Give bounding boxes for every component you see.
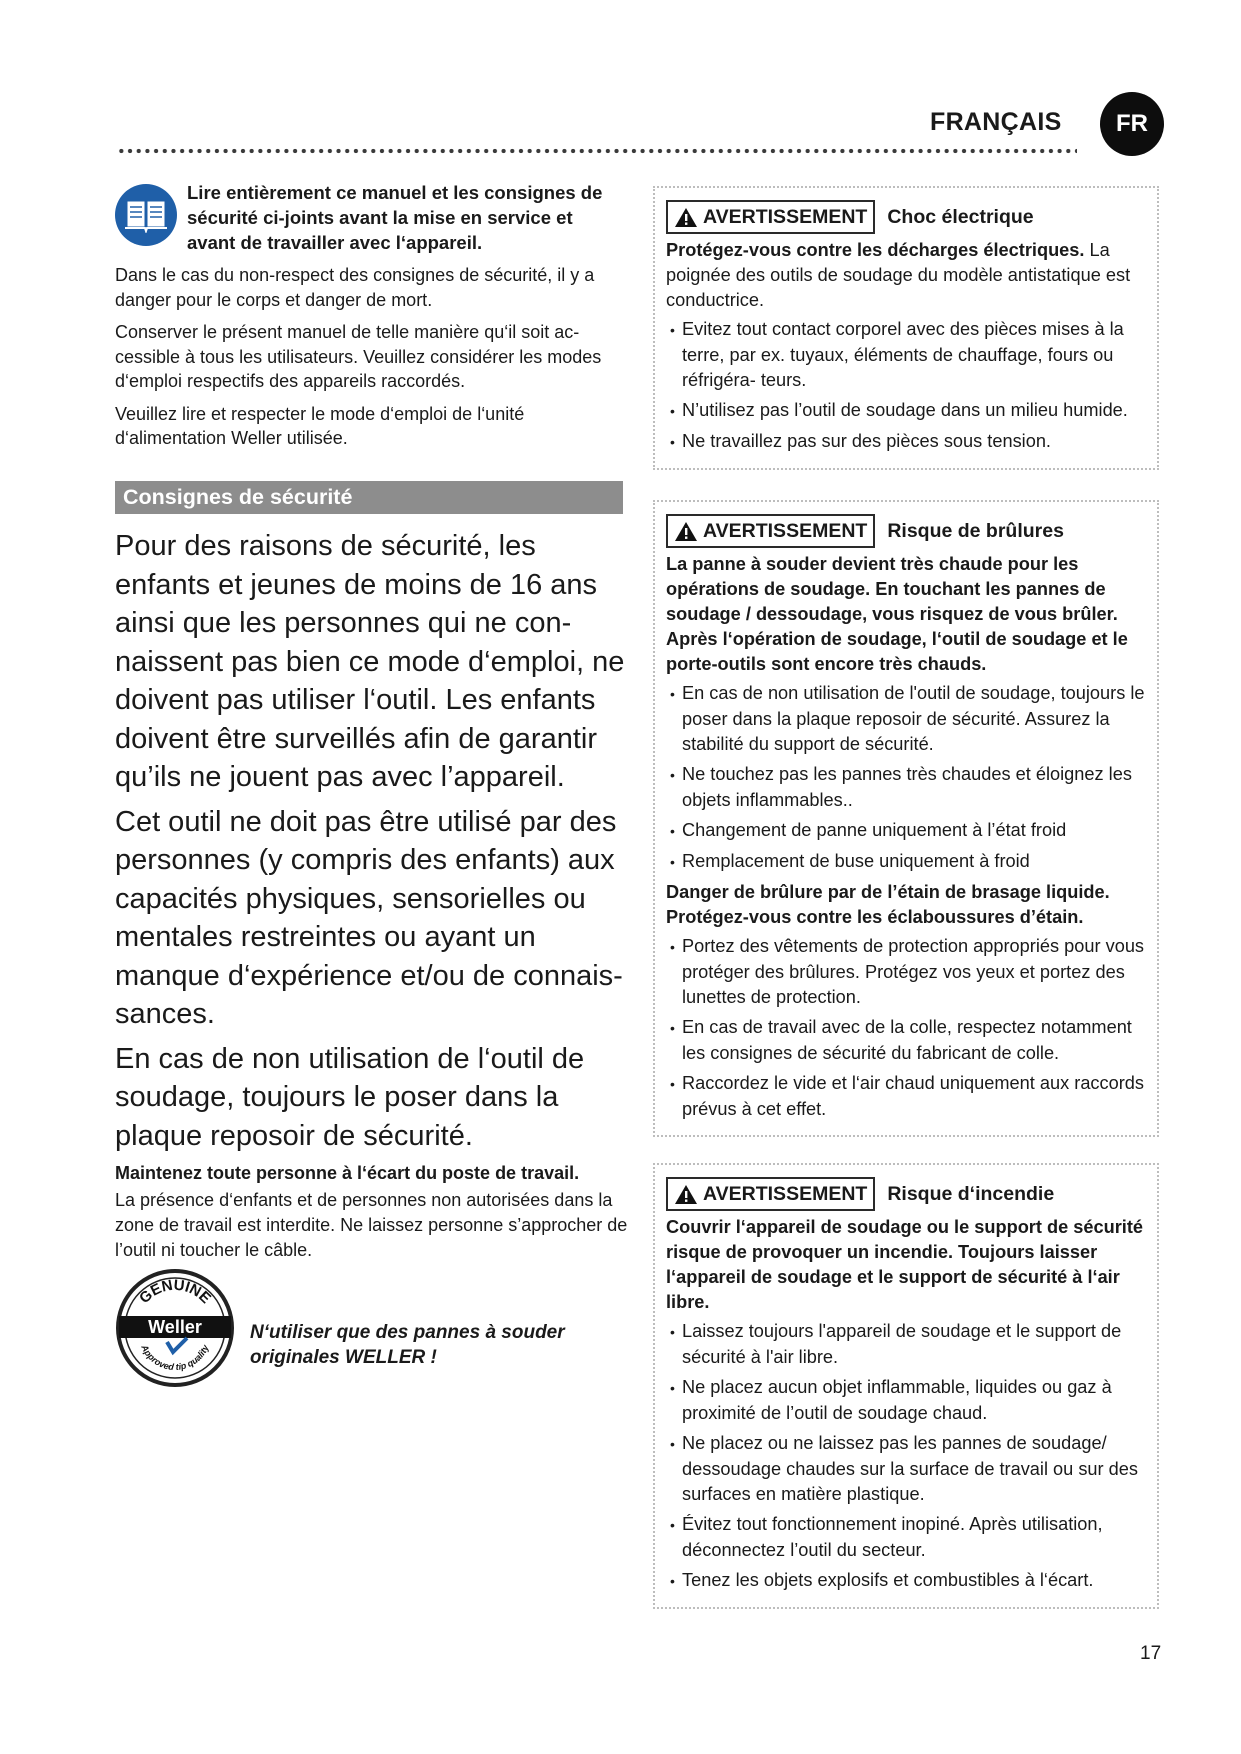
list-item: • Changement de panne uniquement à l’état froid: [666, 818, 1147, 844]
warning-box-burns: [653, 500, 1159, 1137]
warning-bullet-list: [666, 934, 1147, 1122]
warning-lead: Couvrir l‘appareil de soudage ou le support de sécurité risque de provoquer un incendie. Toujours laisser l‘appareil de soudage et le support de sécurité à l‘air libre.: [666, 1217, 1144, 1312]
list-item: • N’utilisez pas l’outil de soudage dans un milieu humide.: [666, 398, 1147, 424]
list-item: • En cas de travail avec de la colle, respectez notamment les consignes de sécurité du fabricant de colle.: [666, 1015, 1147, 1066]
warning-triangle-icon: [674, 1184, 698, 1205]
intro-paragraph: Veuillez lire et respecter le mode d‘emploi de l‘unité d‘alimentation Weller utilisée.: [115, 403, 525, 448]
intro-paragraph: Conserver le présent manuel de telle manière qu‘il soit ac- cessible à tous les utilisateurs. Veuillez considérer les modes d‘emploi respectifs des appareils raccordés.: [115, 322, 602, 391]
warning-topic: Risque d‘incendie: [887, 1182, 1055, 1205]
warning-label: AVERTISSEMENT: [666, 1177, 875, 1211]
dotted-divider: [117, 148, 1077, 154]
warning-label: AVERTISSEMENT: [666, 200, 875, 234]
safety-paragraph: En cas de non utilisation de l‘outil de soudage, toujours le poser dans la plaque reposoir de sécurité.: [115, 1042, 585, 1152]
list-item: • En cas de non utilisation de l'outil de soudage, toujours le poser dans la plaque reposoir de sécurité. Assurez la stabilité du support de sécurité.: [666, 681, 1147, 757]
page-number: 17: [1140, 1643, 1162, 1664]
keep-away-text: La présence d‘enfants et de personnes non autorisées dans la zone de travail est interdite. Ne laissez personne s’approcher de l’outil ni toucher le câble.: [115, 1190, 628, 1260]
warning-triangle-icon: [674, 521, 698, 542]
language-badge: FR: [1100, 92, 1164, 156]
list-item: • Remplacement de buse uniquement à froid: [666, 849, 1147, 875]
list-item: • Ne travaillez pas sur des pièces sous tension.: [666, 429, 1147, 455]
genuine-weller-seal-icon: [115, 1268, 235, 1388]
safety-paragraph: Cet outil ne doit pas être utilisé par des personnes (y compris des enfants) aux capacités physiques, sensorielles ou mentales restreintes ou ayant un manque d‘expérience et/ou de connais- sances.: [115, 805, 623, 1030]
list-item: • Ne placez ou ne laissez pas les pannes de soudage/ dessoudage chaudes sur la surface de travail ou sur des surfaces en matière plastique.: [666, 1431, 1147, 1507]
warning-lead: Protégez-vous contre les décharges électriques. La poignée des outils de soudage du modèle antistatique est conductrice.: [666, 240, 1131, 310]
list-item: • Évitez tout fonctionnement inopiné. Après utilisation, déconnectez l’outil du secteur.: [666, 1512, 1147, 1563]
seal-top-text: GENUINE: [136, 1276, 215, 1308]
list-item: • Ne placez aucun objet inflammable, liquides ou gaz à proximité de l’outil de soudage chaud.: [666, 1375, 1147, 1426]
warning-triangle-icon: [674, 207, 698, 228]
intro-section: [115, 180, 625, 451]
list-item: • Tenez les objets explosifs et combustibles à l‘écart.: [666, 1568, 1147, 1594]
genuine-tips-notice: N‘utiliser que des pannes à souder originales WELLER !: [250, 1322, 565, 1368]
manual-heading: Lire entièrement ce manuel et les consignes de sécurité ci-joints avant la mise en service et avant de travailler avec l‘appareil.: [187, 182, 603, 253]
warning-topic: Risque de brûlures: [887, 519, 1064, 542]
warning-mid-heading: Danger de brûlure par de l’étain de brasage liquide. Protégez-vous contre les éclaboussures d’étain.: [666, 882, 1110, 927]
intro-paragraph: Dans le cas du non-respect des consignes de sécurité, il y a danger pour le corps et danger de mort.: [115, 265, 595, 310]
warning-bullet-list: [666, 681, 1147, 875]
warning-bullet-list: [666, 1319, 1147, 1594]
section-title-safety: Consignes de sécurité: [115, 481, 623, 514]
warning-box-fire: [653, 1163, 1159, 1609]
seal-bottom-text: Approved tip quality: [139, 1343, 211, 1373]
warning-topic: Choc électrique: [887, 205, 1034, 228]
list-item: • Raccordez le vide et l‘air chaud uniquement aux raccords prévus à cet effet.: [666, 1071, 1147, 1122]
warning-label: AVERTISSEMENT: [666, 514, 875, 548]
list-item: • Ne touchez pas les pannes très chaudes et éloignez les objets inflammables..: [666, 762, 1147, 813]
list-item: • Evitez tout contact corporel avec des pièces mises à la terre, par ex. tuyaux, éléments de chauffage, fours ou réfrigéra- teurs.: [666, 317, 1147, 393]
safety-section: [115, 527, 635, 1263]
safety-paragraph: Pour des raisons de sécurité, les enfants et jeunes de moins de 16 ans ainsi que les personnes qui ne con- naissent pas bien ce mode d‘emploi, ne doivent pas utiliser l‘outil. Les enfants doivent être surveillés afin de garantir qu’ils ne jouent pas avec l’appareil.: [115, 530, 625, 793]
warning-lead: La panne à souder devient très chaude pour les opérations de soudage. En touchant les pannes de soudage / dessoudage, vous risquez de vous brûler. Après l‘opération de soudage, l‘outil de soudage et le porte-outils sont encore très chauds.: [666, 554, 1128, 674]
open-book-icon: [115, 184, 177, 246]
language-title: FRANÇAIS: [930, 108, 1062, 136]
list-item: • Laissez toujours l'appareil de soudage et le support de sécurité à l'air libre.: [666, 1319, 1147, 1370]
list-item: • Portez des vêtements de protection appropriés pour vous protéger des brûlures. Protégez vos yeux et portez des lunettes de protection.: [666, 934, 1147, 1010]
seal-brand-text: Weller: [148, 1317, 202, 1337]
warning-box-electric-shock: [653, 186, 1159, 470]
warning-bullet-list: [666, 317, 1147, 455]
keep-away-heading: Maintenez toute personne à l‘écart du poste de travail.: [115, 1163, 580, 1183]
